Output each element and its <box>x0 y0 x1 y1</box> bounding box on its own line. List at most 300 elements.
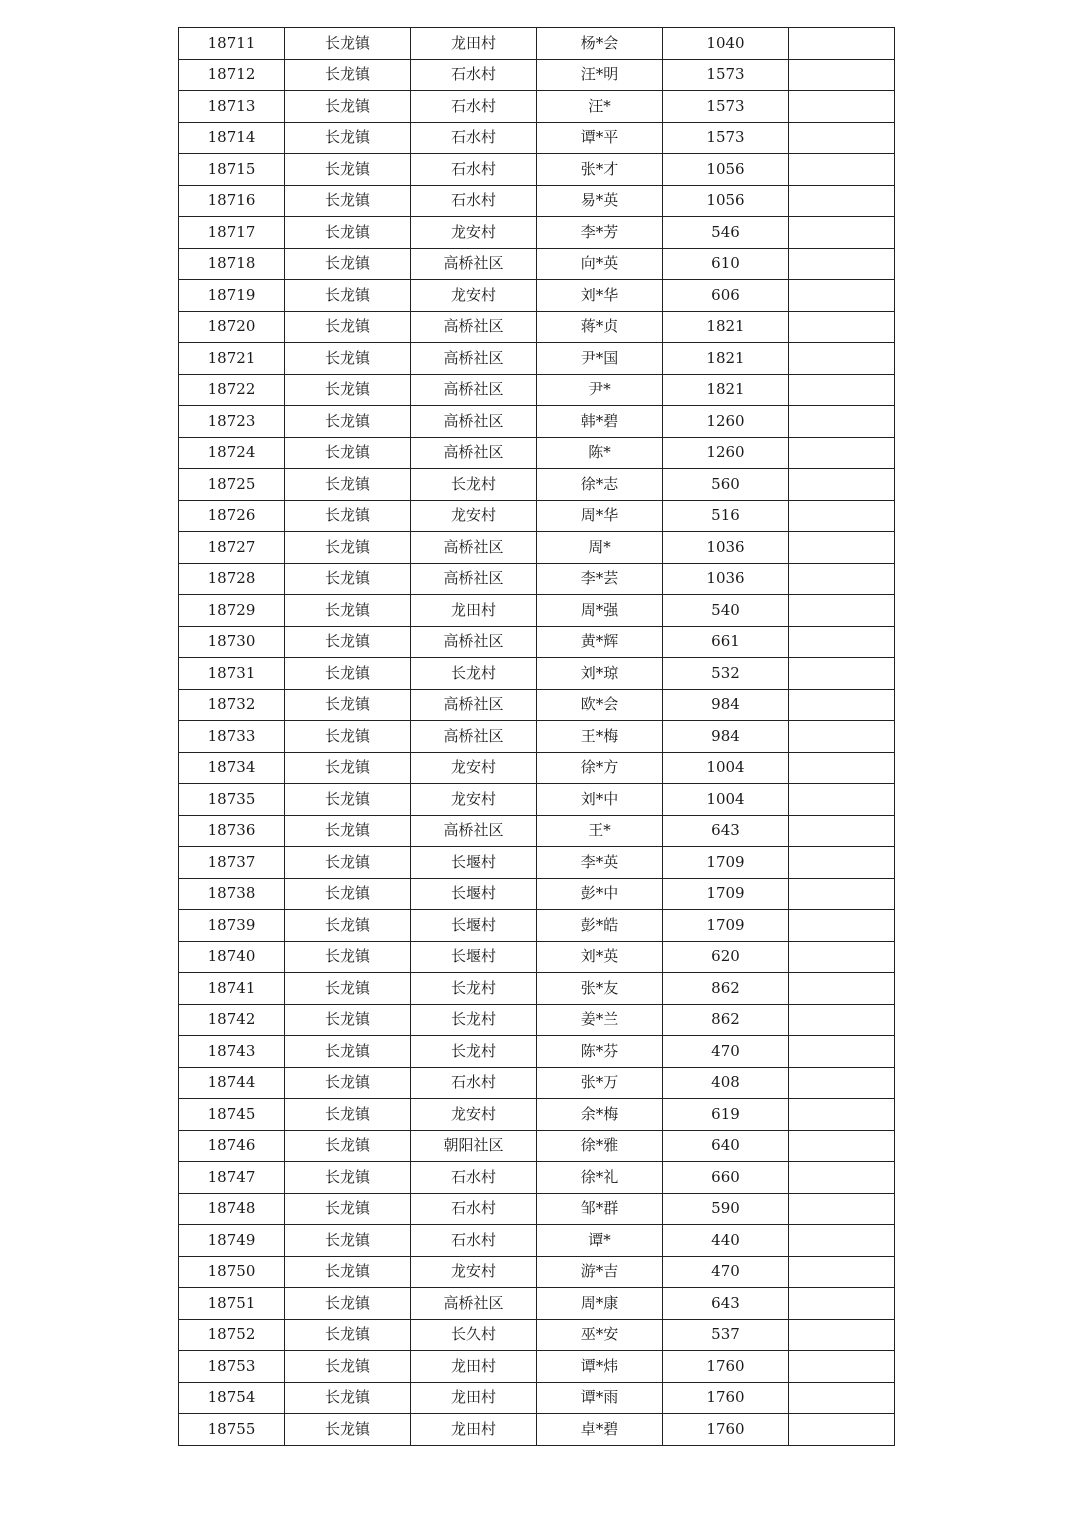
amount-cell: 1004 <box>663 784 789 816</box>
village-cell: 石水村 <box>411 91 537 123</box>
table-row <box>179 752 895 784</box>
name-cell: 徐*志 <box>537 469 663 501</box>
table-row <box>179 154 895 186</box>
amount-cell: 440 <box>663 1225 789 1257</box>
village-cell: 龙安村 <box>411 500 537 532</box>
town-cell: 长龙镇 <box>285 500 411 532</box>
town-cell: 长龙镇 <box>285 406 411 438</box>
amount-cell: 640 <box>663 1130 789 1162</box>
remark-cell <box>789 248 895 280</box>
serial-number-cell: 18714 <box>179 122 285 154</box>
town-cell: 长龙镇 <box>285 311 411 343</box>
town-cell: 长龙镇 <box>285 1130 411 1162</box>
town-cell: 长龙镇 <box>285 1099 411 1131</box>
village-cell: 高桥社区 <box>411 815 537 847</box>
amount-cell: 610 <box>663 248 789 280</box>
village-cell: 龙安村 <box>411 217 537 249</box>
serial-number-cell: 18753 <box>179 1351 285 1383</box>
village-cell: 朝阳社区 <box>411 1130 537 1162</box>
amount-cell: 1760 <box>663 1351 789 1383</box>
village-cell: 石水村 <box>411 59 537 91</box>
amount-cell: 1260 <box>663 437 789 469</box>
village-cell: 长堰村 <box>411 878 537 910</box>
town-cell: 长龙镇 <box>285 878 411 910</box>
serial-number-cell: 18736 <box>179 815 285 847</box>
remark-cell <box>789 311 895 343</box>
table-row <box>179 343 895 375</box>
serial-number-cell: 18730 <box>179 626 285 658</box>
table-row <box>179 1162 895 1194</box>
serial-number-cell: 18722 <box>179 374 285 406</box>
village-cell: 龙安村 <box>411 280 537 312</box>
amount-cell: 862 <box>663 973 789 1005</box>
amount-cell: 560 <box>663 469 789 501</box>
name-cell: 欧*会 <box>537 689 663 721</box>
village-cell: 高桥社区 <box>411 406 537 438</box>
name-cell: 李*芳 <box>537 217 663 249</box>
remark-cell <box>789 815 895 847</box>
remark-cell <box>789 59 895 91</box>
village-cell: 长堰村 <box>411 847 537 879</box>
town-cell: 长龙镇 <box>285 658 411 690</box>
name-cell: 王*梅 <box>537 721 663 753</box>
amount-cell: 1056 <box>663 185 789 217</box>
amount-cell: 1709 <box>663 878 789 910</box>
village-cell: 龙安村 <box>411 784 537 816</box>
village-cell: 高桥社区 <box>411 1288 537 1320</box>
village-cell: 高桥社区 <box>411 437 537 469</box>
amount-cell: 606 <box>663 280 789 312</box>
town-cell: 长龙镇 <box>285 941 411 973</box>
village-cell: 龙田村 <box>411 28 537 60</box>
table-row <box>179 311 895 343</box>
table-row <box>179 910 895 942</box>
town-cell: 长龙镇 <box>285 374 411 406</box>
name-cell: 陈* <box>537 437 663 469</box>
name-cell: 姜*兰 <box>537 1004 663 1036</box>
name-cell: 韩*碧 <box>537 406 663 438</box>
table-row <box>179 532 895 564</box>
town-cell: 长龙镇 <box>285 595 411 627</box>
amount-cell: 1573 <box>663 122 789 154</box>
serial-number-cell: 18752 <box>179 1319 285 1351</box>
amount-cell: 1004 <box>663 752 789 784</box>
table-row <box>179 658 895 690</box>
remark-cell <box>789 1130 895 1162</box>
remark-cell <box>789 1382 895 1414</box>
remark-cell <box>789 752 895 784</box>
remark-cell <box>789 1162 895 1194</box>
remark-cell <box>789 626 895 658</box>
table-row <box>179 1382 895 1414</box>
amount-cell: 408 <box>663 1067 789 1099</box>
name-cell: 卓*碧 <box>537 1414 663 1446</box>
serial-number-cell: 18725 <box>179 469 285 501</box>
town-cell: 长龙镇 <box>285 752 411 784</box>
town-cell: 长龙镇 <box>285 1036 411 1068</box>
table-row <box>179 1414 895 1446</box>
serial-number-cell: 18746 <box>179 1130 285 1162</box>
name-cell: 彭*中 <box>537 878 663 910</box>
serial-number-cell: 18716 <box>179 185 285 217</box>
serial-number-cell: 18728 <box>179 563 285 595</box>
name-cell: 刘*华 <box>537 280 663 312</box>
village-cell: 长堰村 <box>411 941 537 973</box>
village-cell: 高桥社区 <box>411 563 537 595</box>
table-row <box>179 28 895 60</box>
remark-cell <box>789 878 895 910</box>
town-cell: 长龙镇 <box>285 1382 411 1414</box>
village-cell: 龙田村 <box>411 1414 537 1446</box>
table-row <box>179 1036 895 1068</box>
town-cell: 长龙镇 <box>285 437 411 469</box>
town-cell: 长龙镇 <box>285 532 411 564</box>
name-cell: 蒋*贞 <box>537 311 663 343</box>
village-cell: 长堰村 <box>411 910 537 942</box>
village-cell: 高桥社区 <box>411 374 537 406</box>
table-row <box>179 721 895 753</box>
serial-number-cell: 18744 <box>179 1067 285 1099</box>
amount-cell: 540 <box>663 595 789 627</box>
town-cell: 长龙镇 <box>285 217 411 249</box>
name-cell: 李*英 <box>537 847 663 879</box>
serial-number-cell: 18750 <box>179 1256 285 1288</box>
remark-cell <box>789 1319 895 1351</box>
name-cell: 黄*辉 <box>537 626 663 658</box>
table-row <box>179 1319 895 1351</box>
name-cell: 李*芸 <box>537 563 663 595</box>
village-cell: 龙安村 <box>411 1256 537 1288</box>
amount-cell: 1573 <box>663 59 789 91</box>
serial-number-cell: 18737 <box>179 847 285 879</box>
town-cell: 长龙镇 <box>285 1319 411 1351</box>
name-cell: 易*英 <box>537 185 663 217</box>
name-cell: 张*万 <box>537 1067 663 1099</box>
serial-number-cell: 18739 <box>179 910 285 942</box>
serial-number-cell: 18712 <box>179 59 285 91</box>
remark-cell <box>789 343 895 375</box>
name-cell: 邹*群 <box>537 1193 663 1225</box>
village-cell: 长久村 <box>411 1319 537 1351</box>
village-cell: 高桥社区 <box>411 248 537 280</box>
amount-cell: 984 <box>663 721 789 753</box>
remark-cell <box>789 658 895 690</box>
serial-number-cell: 18720 <box>179 311 285 343</box>
serial-number-cell: 18713 <box>179 91 285 123</box>
village-cell: 高桥社区 <box>411 626 537 658</box>
town-cell: 长龙镇 <box>285 626 411 658</box>
remark-cell <box>789 1256 895 1288</box>
amount-cell: 1036 <box>663 532 789 564</box>
serial-number-cell: 18732 <box>179 689 285 721</box>
amount-cell: 660 <box>663 1162 789 1194</box>
table-row <box>179 815 895 847</box>
town-cell: 长龙镇 <box>285 1256 411 1288</box>
name-cell: 游*吉 <box>537 1256 663 1288</box>
town-cell: 长龙镇 <box>285 815 411 847</box>
serial-number-cell: 18729 <box>179 595 285 627</box>
serial-number-cell: 18719 <box>179 280 285 312</box>
table-row <box>179 595 895 627</box>
amount-cell: 1709 <box>663 847 789 879</box>
serial-number-cell: 18718 <box>179 248 285 280</box>
town-cell: 长龙镇 <box>285 343 411 375</box>
amount-cell: 470 <box>663 1036 789 1068</box>
remark-cell <box>789 469 895 501</box>
name-cell: 徐*雅 <box>537 1130 663 1162</box>
serial-number-cell: 18755 <box>179 1414 285 1446</box>
town-cell: 长龙镇 <box>285 122 411 154</box>
village-cell: 石水村 <box>411 154 537 186</box>
town-cell: 长龙镇 <box>285 1351 411 1383</box>
name-cell: 王* <box>537 815 663 847</box>
serial-number-cell: 18747 <box>179 1162 285 1194</box>
name-cell: 徐*礼 <box>537 1162 663 1194</box>
serial-number-cell: 18745 <box>179 1099 285 1131</box>
town-cell: 长龙镇 <box>285 280 411 312</box>
table-row <box>179 941 895 973</box>
table-row <box>179 626 895 658</box>
remark-cell <box>789 784 895 816</box>
table-row <box>179 91 895 123</box>
table-row <box>179 185 895 217</box>
name-cell: 杨*会 <box>537 28 663 60</box>
table-row <box>179 1130 895 1162</box>
remark-cell <box>789 1351 895 1383</box>
amount-cell: 1821 <box>663 311 789 343</box>
amount-cell: 546 <box>663 217 789 249</box>
serial-number-cell: 18742 <box>179 1004 285 1036</box>
name-cell: 刘*琼 <box>537 658 663 690</box>
remark-cell <box>789 437 895 469</box>
remark-cell <box>789 595 895 627</box>
name-cell: 陈*芬 <box>537 1036 663 1068</box>
amount-cell: 470 <box>663 1256 789 1288</box>
serial-number-cell: 18754 <box>179 1382 285 1414</box>
name-cell: 徐*方 <box>537 752 663 784</box>
remark-cell <box>789 910 895 942</box>
name-cell: 巫*安 <box>537 1319 663 1351</box>
table-row <box>179 59 895 91</box>
name-cell: 汪* <box>537 91 663 123</box>
table-row <box>179 784 895 816</box>
town-cell: 长龙镇 <box>285 1288 411 1320</box>
table-row <box>179 973 895 1005</box>
town-cell: 长龙镇 <box>285 469 411 501</box>
serial-number-cell: 18735 <box>179 784 285 816</box>
town-cell: 长龙镇 <box>285 689 411 721</box>
table-row <box>179 1067 895 1099</box>
amount-cell: 620 <box>663 941 789 973</box>
serial-number-cell: 18724 <box>179 437 285 469</box>
town-cell: 长龙镇 <box>285 1414 411 1446</box>
table-row <box>179 469 895 501</box>
table-row <box>179 1225 895 1257</box>
village-cell: 高桥社区 <box>411 689 537 721</box>
amount-cell: 1760 <box>663 1382 789 1414</box>
serial-number-cell: 18721 <box>179 343 285 375</box>
remark-cell <box>789 1414 895 1446</box>
table-row <box>179 437 895 469</box>
village-cell: 长龙村 <box>411 658 537 690</box>
amount-cell: 1056 <box>663 154 789 186</box>
name-cell: 谭*雨 <box>537 1382 663 1414</box>
village-cell: 石水村 <box>411 1225 537 1257</box>
table-row <box>179 122 895 154</box>
village-cell: 长龙村 <box>411 1004 537 1036</box>
town-cell: 长龙镇 <box>285 563 411 595</box>
roster-table-body <box>179 28 895 1446</box>
village-cell: 长龙村 <box>411 973 537 1005</box>
remark-cell <box>789 154 895 186</box>
name-cell: 刘*中 <box>537 784 663 816</box>
name-cell: 尹*国 <box>537 343 663 375</box>
village-cell: 龙田村 <box>411 1351 537 1383</box>
amount-cell: 661 <box>663 626 789 658</box>
remark-cell <box>789 721 895 753</box>
town-cell: 长龙镇 <box>285 91 411 123</box>
name-cell: 谭*平 <box>537 122 663 154</box>
table-row <box>179 500 895 532</box>
amount-cell: 1821 <box>663 374 789 406</box>
town-cell: 长龙镇 <box>285 1004 411 1036</box>
name-cell: 余*梅 <box>537 1099 663 1131</box>
amount-cell: 643 <box>663 815 789 847</box>
remark-cell <box>789 1225 895 1257</box>
serial-number-cell: 18731 <box>179 658 285 690</box>
amount-cell: 516 <box>663 500 789 532</box>
name-cell: 张*才 <box>537 154 663 186</box>
serial-number-cell: 18751 <box>179 1288 285 1320</box>
serial-number-cell: 18734 <box>179 752 285 784</box>
amount-cell: 532 <box>663 658 789 690</box>
remark-cell <box>789 941 895 973</box>
remark-cell <box>789 1004 895 1036</box>
serial-number-cell: 18749 <box>179 1225 285 1257</box>
town-cell: 长龙镇 <box>285 1067 411 1099</box>
amount-cell: 1821 <box>663 343 789 375</box>
remark-cell <box>789 28 895 60</box>
amount-cell: 1040 <box>663 28 789 60</box>
amount-cell: 1760 <box>663 1414 789 1446</box>
village-cell: 石水村 <box>411 1162 537 1194</box>
name-cell: 周*强 <box>537 595 663 627</box>
remark-cell <box>789 1099 895 1131</box>
table-row <box>179 878 895 910</box>
remark-cell <box>789 1288 895 1320</box>
amount-cell: 619 <box>663 1099 789 1131</box>
table-row <box>179 374 895 406</box>
serial-number-cell: 18741 <box>179 973 285 1005</box>
name-cell: 尹* <box>537 374 663 406</box>
name-cell: 周*康 <box>537 1288 663 1320</box>
amount-cell: 590 <box>663 1193 789 1225</box>
serial-number-cell: 18723 <box>179 406 285 438</box>
remark-cell <box>789 280 895 312</box>
table-row <box>179 1099 895 1131</box>
village-cell: 高桥社区 <box>411 532 537 564</box>
table-row <box>179 406 895 438</box>
remark-cell <box>789 1067 895 1099</box>
amount-cell: 1036 <box>663 563 789 595</box>
remark-cell <box>789 500 895 532</box>
town-cell: 长龙镇 <box>285 1225 411 1257</box>
serial-number-cell: 18711 <box>179 28 285 60</box>
village-cell: 长龙村 <box>411 1036 537 1068</box>
village-cell: 长龙村 <box>411 469 537 501</box>
table-row <box>179 1351 895 1383</box>
remark-cell <box>789 122 895 154</box>
village-cell: 高桥社区 <box>411 343 537 375</box>
remark-cell <box>789 185 895 217</box>
table-row <box>179 563 895 595</box>
town-cell: 长龙镇 <box>285 973 411 1005</box>
town-cell: 长龙镇 <box>285 185 411 217</box>
remark-cell <box>789 973 895 1005</box>
village-cell: 高桥社区 <box>411 311 537 343</box>
table-row <box>179 689 895 721</box>
village-cell: 龙田村 <box>411 595 537 627</box>
serial-number-cell: 18715 <box>179 154 285 186</box>
village-cell: 石水村 <box>411 185 537 217</box>
town-cell: 长龙镇 <box>285 1162 411 1194</box>
village-cell: 石水村 <box>411 122 537 154</box>
name-cell: 彭*皓 <box>537 910 663 942</box>
town-cell: 长龙镇 <box>285 248 411 280</box>
remark-cell <box>789 689 895 721</box>
table-row <box>179 248 895 280</box>
town-cell: 长龙镇 <box>285 910 411 942</box>
serial-number-cell: 18727 <box>179 532 285 564</box>
name-cell: 汪*明 <box>537 59 663 91</box>
village-cell: 石水村 <box>411 1067 537 1099</box>
village-cell: 龙安村 <box>411 752 537 784</box>
roster-table <box>178 27 895 1446</box>
amount-cell: 862 <box>663 1004 789 1036</box>
table-row <box>179 1193 895 1225</box>
name-cell: 谭*炜 <box>537 1351 663 1383</box>
name-cell: 谭* <box>537 1225 663 1257</box>
town-cell: 长龙镇 <box>285 59 411 91</box>
town-cell: 长龙镇 <box>285 784 411 816</box>
serial-number-cell: 18733 <box>179 721 285 753</box>
amount-cell: 984 <box>663 689 789 721</box>
amount-cell: 537 <box>663 1319 789 1351</box>
town-cell: 长龙镇 <box>285 847 411 879</box>
remark-cell <box>789 91 895 123</box>
table-row <box>179 1256 895 1288</box>
remark-cell <box>789 1193 895 1225</box>
table-row <box>179 217 895 249</box>
remark-cell <box>789 563 895 595</box>
serial-number-cell: 18748 <box>179 1193 285 1225</box>
serial-number-cell: 18717 <box>179 217 285 249</box>
name-cell: 张*友 <box>537 973 663 1005</box>
name-cell: 刘*英 <box>537 941 663 973</box>
village-cell: 龙安村 <box>411 1099 537 1131</box>
table-row <box>179 1288 895 1320</box>
remark-cell <box>789 217 895 249</box>
table-row <box>179 280 895 312</box>
village-cell: 石水村 <box>411 1193 537 1225</box>
remark-cell <box>789 406 895 438</box>
table-row <box>179 847 895 879</box>
name-cell: 向*英 <box>537 248 663 280</box>
amount-cell: 1573 <box>663 91 789 123</box>
town-cell: 长龙镇 <box>285 28 411 60</box>
serial-number-cell: 18740 <box>179 941 285 973</box>
serial-number-cell: 18726 <box>179 500 285 532</box>
